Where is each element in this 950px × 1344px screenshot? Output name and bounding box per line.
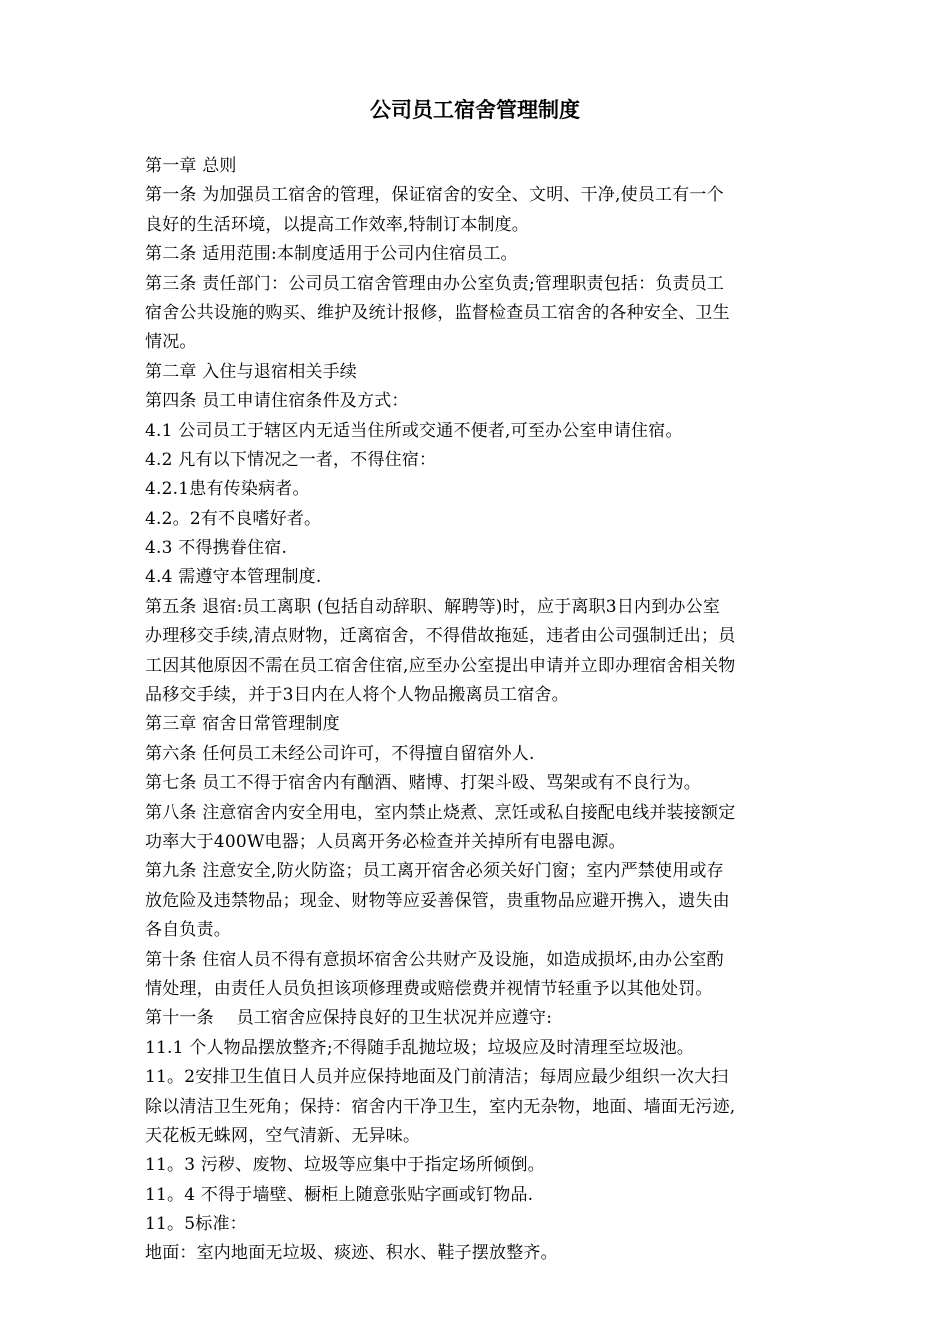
text-line: 第四条 员工申请住宿条件及方式： (145, 391, 409, 412)
text-line: 宿舍公共设施的购买、维护及统计报修，监督检查员工宿舍的各种安全、卫生 (145, 302, 730, 323)
text-line: 11。5标准： (145, 1214, 247, 1235)
text-line: 第七条 员工不得于宿舍内有酗酒、赌博、打架斗殴、骂架或有不良行为。 (145, 773, 702, 794)
text-line: 4.4 需遵守本管理制度. (145, 567, 322, 588)
text-line: 第三条 责任部门：公司员工宿舍管理由办公室负责;管理职责包括：负责员工 (145, 273, 725, 294)
text-line: 各自负责。 (145, 920, 231, 941)
chapter-heading: 第一章 总则 (145, 156, 237, 176)
chapter-heading: 第三章 宿舍日常管理制度 (145, 714, 340, 735)
text-line: 11。4 不得于墙壁、橱柜上随意张贴字画或钉物品. (145, 1184, 534, 1205)
text-line: 4.3 不得携眷住宿. (145, 538, 288, 559)
text-line: 功率大于400W电器；人员离开务必检查并关掉所有电器电源。 (145, 831, 626, 852)
text-line: 天花板无蛛网，空气清新、无异味。 (145, 1125, 421, 1146)
text-line: 办理移交手续,清点财物，迁离宿舍，不得借故拖延，违者由公司强制迁出；员 (145, 626, 736, 647)
chapter-heading: 第二章 入住与退宿相关手续 (145, 361, 358, 382)
text-line: 4.2.1患有传染病者。 (145, 479, 310, 500)
document-title: 公司员工宿舍管理制度 (370, 98, 580, 122)
text-line: 地面：室内地面无垃圾、痰迹、积水、鞋子摆放整齐。 (145, 1243, 558, 1264)
text-line: 11.1 个人物品摆放整齐;不得随手乱抛垃圾；垃圾应及时清理至垃圾池。 (145, 1037, 694, 1058)
text-line: 第八条 注意宿舍内安全用电，室内禁止烧煮、烹饪或私自接配电线并装接额定 (145, 802, 736, 823)
text-line: 第六条 任何员工未经公司许可，不得擅自留宿外人. (145, 743, 535, 764)
text-line: 11。2安排卫生值日人员并应保持地面及门前清洁；每周应最少组织一次大扫 (145, 1067, 729, 1088)
text-line: 4.2 凡有以下情况之一者，不得住宿： (145, 449, 437, 470)
text-line: 第十条 住宿人员不得有意损坏宿舍公共财产及设施，如造成损坏,由办公室酌 (145, 949, 724, 970)
text-line: 4.1 公司员工于辖区内无适当住所或交通不便者,可至办公室申请住宿。 (145, 420, 683, 441)
text-line: 第五条 退宿:员工离职 (包括自动辞职、解聘等)时，应于离职3日内到办公室 (145, 596, 721, 617)
text-line: 品移交手续，并于3日内在人将个人物品搬离员工宿舍。 (145, 685, 569, 706)
text-line: 第二条 适用范围:本制度适用于公司内住宿员工。 (145, 244, 518, 265)
text-line: 11。3 污秽、废物、垃圾等应集中于指定场所倾倒。 (145, 1155, 545, 1176)
document-body (145, 152, 810, 1269)
text-line: 除以清洁卫生死角；保持：宿舍内干净卫生，室内无杂物，地面、墙面无污迹, (145, 1096, 736, 1117)
text-line: 第九条 注意安全,防火防盗；员工离开宿舍必须关好门窗；室内严禁使用或存 (145, 861, 724, 882)
text-line: 第一条 为加强员工宿舍的管理，保证宿舍的安全、文明、干净,使员工有一个 (145, 185, 724, 206)
text-line: 情况。 (145, 332, 197, 353)
text-line: 良好的生活环境，以提高工作效率,特制订本制度。 (145, 214, 530, 235)
text-line: 第十一条 员工宿舍应保持良好的卫生状况并应遵守: (145, 1008, 553, 1029)
text-line: 工因其他原因不需在员工宿舍住宿,应至办公室提出申请并立即办理宿舍相关物 (145, 655, 736, 676)
text-line: 放危险及违禁物品；现金、财物等应妥善保管，贵重物品应避开携入，遗失由 (145, 890, 730, 911)
text-line: 4.2。2有不良嗜好者。 (145, 508, 322, 529)
text-line: 情处理，由责任人员负担该项修理费或赔偿费并视情节轻重予以其他处罚。 (145, 978, 713, 999)
